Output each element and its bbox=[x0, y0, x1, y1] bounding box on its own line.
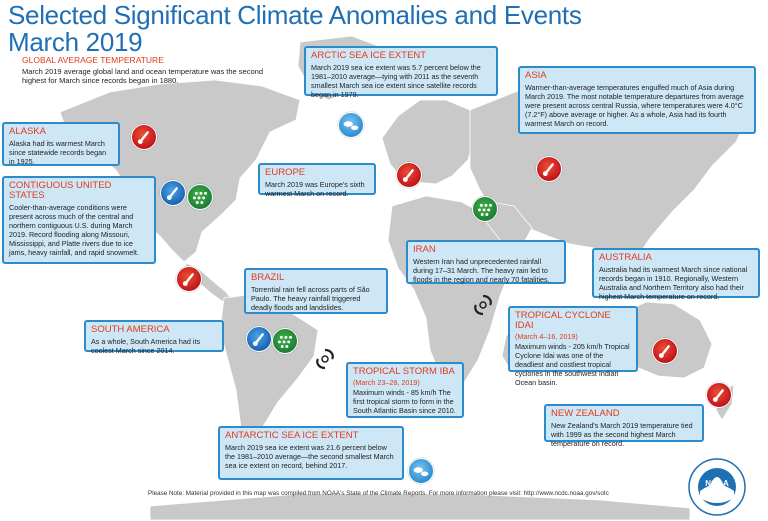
iran-heading: IRAN bbox=[413, 244, 436, 255]
idai-text: Maximum winds - 205 km/h Tropical Cyclone Idai was one of the deadliest and costliest tropical cyclones in the southwest Indian Ocean basin. bbox=[515, 341, 630, 387]
global-average-note bbox=[22, 56, 272, 86]
footer-note: Please Note: Material provided in this map was compiled from NOAA's State of the Climate Reports. For more information please visit: http://www.ncdc.noaa.gov/sotc bbox=[148, 490, 609, 497]
arctic-heading: ARCTIC SEA ICE EXTENT bbox=[311, 50, 427, 61]
alaska-text: Alaska had its warmest March since statewide records began in 1925. bbox=[9, 139, 107, 166]
antarctica-land bbox=[150, 494, 690, 520]
iran-text: Western Iran had unprecedented rainfall during 17–31 March. The heavy rain led to floods in the region and nearly 70 fatalities. bbox=[413, 257, 550, 284]
new-zealand-heading: NEW ZEALAND bbox=[551, 408, 620, 419]
sea-ice-icon bbox=[408, 458, 434, 484]
noaa-logo-text: NOAA bbox=[705, 479, 729, 488]
rain-icon bbox=[187, 184, 213, 210]
europe-text: March 2019 was Europe's sixth warmest March on record. bbox=[265, 180, 365, 198]
title-line-2: March 2019 bbox=[8, 27, 143, 57]
contiguous-us-heading: CONTIGUOUS UNITED STATES bbox=[9, 180, 112, 201]
south-america-heading: SOUTH AMERICA bbox=[91, 324, 170, 335]
global-average-heading: GLOBAL AVERAGE TEMPERATURE bbox=[22, 55, 164, 65]
iran-box bbox=[406, 240, 566, 284]
brazil-text: Torrential rain fell across parts of São Paulo. The heavy rainfall triggered deadly floods and landslides. bbox=[251, 285, 370, 312]
australia-box bbox=[592, 248, 760, 301]
alaska-box bbox=[2, 122, 120, 166]
thermometer-hot-icon bbox=[536, 156, 562, 182]
idai-heading: TROPICAL CYCLONE IDAI bbox=[515, 310, 611, 331]
antarctic-box bbox=[218, 426, 404, 480]
thermometer-hot-icon bbox=[652, 338, 678, 364]
asia-text: Warmer-than-average temperatures engulfed much of Asia during March 2019. The most notable temperature departures from average were present across central Russia, where temperatures were 4.0°C (7.2°F) above average or higher. As a whole, Asia had its fourth warmest March on record. bbox=[525, 83, 744, 128]
rain-icon bbox=[472, 196, 498, 222]
thermometer-hot-icon bbox=[131, 124, 157, 150]
antarctic-heading: ANTARCTIC SEA ICE EXTENT bbox=[225, 430, 359, 441]
brazil-heading: BRAZIL bbox=[251, 272, 285, 283]
iba-heading: TROPICAL STORM IBA bbox=[353, 366, 455, 377]
australia-heading: AUSTRALIA bbox=[599, 252, 652, 263]
europe-box bbox=[258, 163, 376, 198]
south-america-text: As a whole, South America had its coolest March since 2014. bbox=[91, 337, 201, 355]
rain-icon bbox=[272, 328, 298, 354]
thermometer-hot-icon bbox=[176, 266, 202, 292]
australia-text: Australia had its warmest March since national records began in 1910. Regionally, Western Australia and Northern Territory also had their highest March temperature on record. bbox=[599, 265, 748, 301]
iba-dates: (March 23–28, 2019) bbox=[353, 378, 420, 387]
global-average-text: March 2019 average global land and ocean temperature was the second highest for March since records began in 1880. bbox=[22, 66, 263, 85]
antarctic-text: March 2019 sea ice extent was 21.6 percent below the 1981–2010 average—the second smallest March sea ice extent on record, behind 2017. bbox=[225, 443, 394, 470]
hurricane-icon bbox=[312, 346, 338, 372]
arctic-text: March 2019 sea ice extent was 5.7 percent below the 1981–2010 average—tying with 2011 as the seventh smallest March sea ice extent since satellite records began in 1979. bbox=[311, 63, 481, 99]
europe-heading: EUROPE bbox=[265, 167, 306, 178]
contiguous-us-box bbox=[2, 176, 156, 264]
new-zealand-text: New Zealand's March 2019 temperature tied with 1999 as the second highest March temperature on record. bbox=[551, 421, 693, 448]
title-line-1: Selected Significant Climate Anomalies and Events bbox=[8, 0, 582, 30]
iba-box bbox=[346, 362, 464, 418]
south-america-box bbox=[84, 320, 224, 355]
asia-box bbox=[518, 66, 756, 134]
thermometer-cold-icon bbox=[246, 326, 272, 352]
sea-ice-icon bbox=[338, 112, 364, 138]
asia-heading: ASIA bbox=[525, 70, 547, 81]
thermometer-hot-icon bbox=[396, 162, 422, 188]
noaa-logo[interactable] bbox=[688, 458, 746, 516]
new-zealand-box bbox=[544, 404, 704, 448]
alaska-heading: ALASKA bbox=[9, 126, 46, 137]
thermometer-cold-icon bbox=[160, 180, 186, 206]
iba-text: Maximum winds - 85 km/h The first tropical storm to form in the South Atlantic Basin since 2010. bbox=[353, 387, 456, 415]
idai-box bbox=[508, 306, 638, 387]
thermometer-hot-icon bbox=[706, 382, 732, 408]
brazil-box bbox=[244, 268, 388, 314]
arctic-box bbox=[304, 46, 498, 99]
hurricane-icon bbox=[470, 292, 496, 318]
contiguous-us-text: Cooler-than-average conditions were present across much of the central and northern contiguous U.S. during March 2019. Record flooding along Missouri, Mississippi, and Platte rivers due to ice jams, heavy rainfall, and rapid snowmelt. bbox=[9, 203, 139, 257]
idai-dates: (March 4–16, 2019) bbox=[515, 332, 578, 341]
